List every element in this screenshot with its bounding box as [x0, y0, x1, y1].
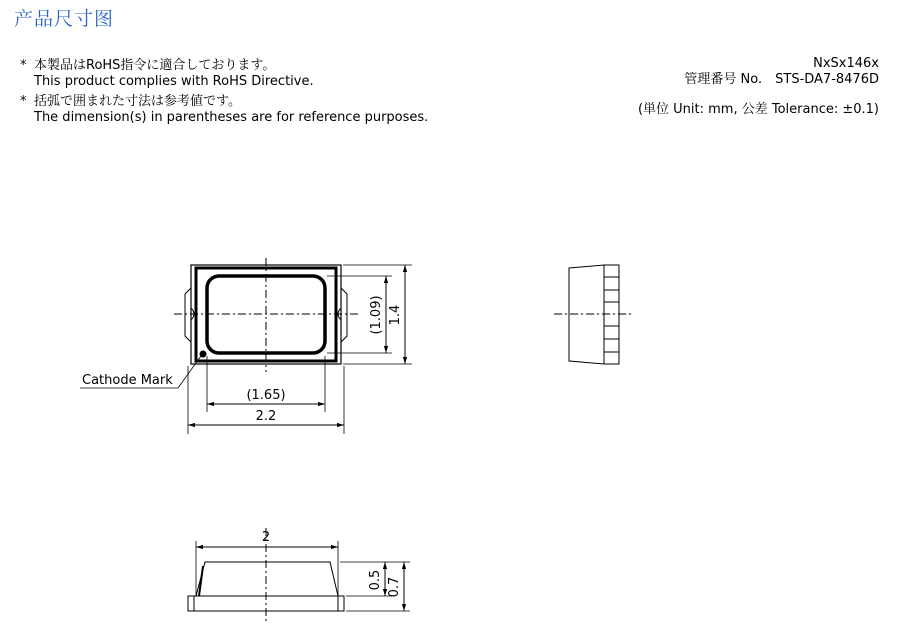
note-bullet: * — [20, 58, 27, 73]
label-cathode-mark: Cathode Mark — [82, 373, 173, 388]
label-inner-width: (1.65) — [246, 388, 286, 403]
rohs-note-jp: 本製品はRoHS指令に適合しております。 — [34, 58, 276, 73]
rohs-note-en: This product complies with RoHS Directive. — [34, 74, 314, 89]
label-front-width: 2 — [261, 530, 271, 545]
front-lens-body — [196, 562, 338, 596]
top-view — [80, 258, 412, 434]
page-title: 产品尺寸图 — [14, 8, 115, 30]
right-terminal-notch — [341, 288, 347, 342]
reference-note-jp: 括弧で囲まれた寸法は参考値です。 — [34, 94, 241, 109]
side-view — [554, 265, 632, 364]
label-total-height: 0.7 — [387, 576, 402, 598]
cathode-leader — [178, 356, 201, 388]
part-name: NxSx146x — [813, 56, 879, 71]
control-number: 管理番号 No. STS-DA7-8476D — [684, 72, 879, 87]
label-outer-width: 2.2 — [255, 409, 277, 424]
label-outer-height: 1.4 — [388, 304, 403, 326]
label-lens-height: 0.5 — [368, 569, 383, 591]
note-bullet: * — [20, 94, 27, 109]
label-inner-height: (1.09) — [369, 295, 384, 335]
left-terminal-notch — [185, 288, 191, 342]
reference-note-en: The dimension(s) in parentheses are for reference purposes. — [34, 110, 429, 125]
units-tolerance: (単位 Unit: mm, 公差 Tolerance: ±0.1) — [637, 102, 879, 117]
